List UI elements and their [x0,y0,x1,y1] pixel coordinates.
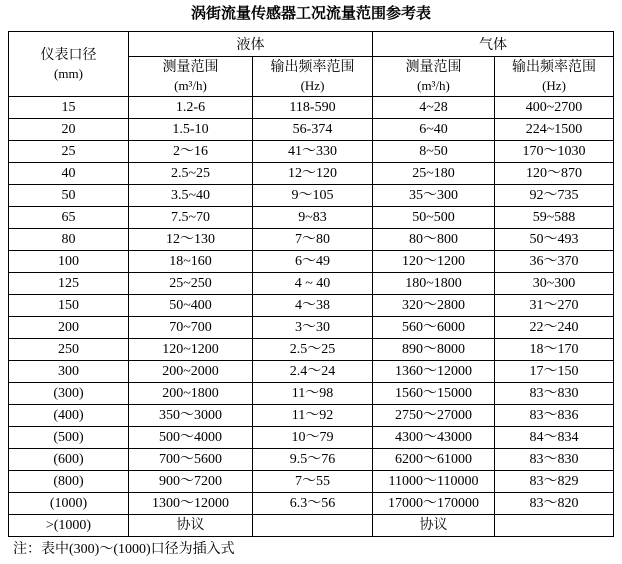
cell-diameter: 40 [9,163,129,185]
cell-diameter: 25 [9,141,129,163]
cell-liquid-range: 350～3000 [129,405,253,427]
cell-gas-freq: 59~588 [495,207,614,229]
header-group-row [9,32,614,57]
cell-gas-freq: 83～830 [495,449,614,471]
header-liquid-measure-unit: (m³/h) [174,78,207,93]
header-diameter [9,32,129,97]
cell-liquid-range: 70~700 [129,317,253,339]
cell-liquid-freq: 3～30 [253,317,373,339]
cell-diameter: 250 [9,339,129,361]
header-liquid-freq-unit: (Hz) [300,78,325,93]
footnote: 注：表中(300)～(1000)口径为插入式 [13,542,235,557]
cell-liquid-range: 200~2000 [129,361,253,383]
cell-gas-freq: 31～270 [495,295,614,317]
cell-liquid-range: 1.2-6 [129,97,253,119]
cell-diameter: 65 [9,207,129,229]
cell-liquid-freq: 12～120 [253,163,373,185]
cell-liquid-freq: 11～92 [253,405,373,427]
cell-gas-range: 560～6000 [373,317,495,339]
cell-liquid-range: 1.5-10 [129,119,253,141]
table-row [9,273,614,295]
cell-liquid-range: 2～16 [129,141,253,163]
cell-gas-freq: 36～370 [495,251,614,273]
cell-liquid-range: 200~1800 [129,383,253,405]
cell-liquid-freq: 7～80 [253,229,373,251]
table-row [9,493,614,515]
cell-diameter: (600) [9,449,129,471]
cell-gas-freq: 30~300 [495,273,614,295]
cell-liquid-range: 1300～12000 [129,493,253,515]
cell-diameter: 125 [9,273,129,295]
cell-diameter: 150 [9,295,129,317]
header-group-gas: 气体 [373,32,614,57]
cell-gas-freq: 224~1500 [495,119,614,141]
cell-liquid-freq: 41～330 [253,141,373,163]
cell-liquid-range: 12～130 [129,229,253,251]
table-row [9,163,614,185]
cell-diameter: 80 [9,229,129,251]
cell-gas-freq: 22～240 [495,317,614,339]
cell-gas-range: 8~50 [373,141,495,163]
cell-gas-range: 50~500 [373,207,495,229]
cell-liquid-range: 3.5~40 [129,185,253,207]
table-row [9,185,614,207]
cell-gas-freq: 83～829 [495,471,614,493]
cell-gas-range: 890～8000 [373,339,495,361]
header-gas-measure-unit: (m³/h) [417,78,450,93]
table-row [9,97,614,119]
flow-range-table [8,31,614,537]
cell-diameter: (300) [9,383,129,405]
table-row [9,361,614,383]
header-liquid-measure [129,57,253,97]
table-row [9,229,614,251]
cell-gas-range: 120～1200 [373,251,495,273]
cell-gas-range: 17000～170000 [373,493,495,515]
table-row [9,119,614,141]
cell-liquid-freq: 9~83 [253,207,373,229]
cell-diameter: (500) [9,427,129,449]
cell-gas-range: 4~28 [373,97,495,119]
cell-liquid-range: 500～4000 [129,427,253,449]
cell-gas-freq: 170～1030 [495,141,614,163]
header-liquid-measure-label: 测量范围 [162,60,219,75]
cell-liquid-freq: 6～49 [253,251,373,273]
cell-diameter: 15 [9,97,129,119]
cell-diameter: (400) [9,405,129,427]
cell-gas-freq: 17～150 [495,361,614,383]
header-gas-measure [373,57,495,97]
cell-gas-range: 35～300 [373,185,495,207]
cell-liquid-freq [253,515,373,537]
cell-liquid-range: 120~1200 [129,339,253,361]
cell-liquid-freq: 4 ~ 40 [253,273,373,295]
table-row [9,317,614,339]
cell-gas-freq: 92～735 [495,185,614,207]
header-diameter-unit: (mm) [54,65,83,81]
cell-diameter: >(1000) [9,515,129,537]
cell-gas-range: 2750～27000 [373,405,495,427]
cell-gas-freq: 83～820 [495,493,614,515]
cell-liquid-freq: 56-374 [253,119,373,141]
header-gas-freq-label: 输出频率范围 [512,60,596,75]
cell-diameter: 50 [9,185,129,207]
cell-gas-range: 4300～43000 [373,427,495,449]
cell-gas-freq: 50～493 [495,229,614,251]
table-row [9,449,614,471]
cell-gas-range: 180~1800 [373,273,495,295]
page-title: 涡街流量传感器工况流量范围参考表 [190,6,431,22]
table-row [9,339,614,361]
cell-liquid-freq: 6.3～56 [253,493,373,515]
cell-gas-range: 协议 [373,515,495,537]
cell-liquid-range: 700～5600 [129,449,253,471]
table-row [9,471,614,493]
table-body [9,97,614,537]
table-row [9,141,614,163]
cell-liquid-freq: 9.5～76 [253,449,373,471]
header-gas-measure-label: 测量范围 [405,60,462,75]
cell-gas-freq: 400~2700 [495,97,614,119]
cell-liquid-freq: 2.5～25 [253,339,373,361]
cell-liquid-freq: 4～38 [253,295,373,317]
cell-gas-range: 1560～15000 [373,383,495,405]
header-liquid-freq-label: 输出频率范围 [270,60,355,75]
cell-liquid-range: 18~160 [129,251,253,273]
cell-diameter: 20 [9,119,129,141]
cell-liquid-freq: 9～105 [253,185,373,207]
cell-gas-range: 6200～61000 [373,449,495,471]
header-diameter-label: 仪表口径 [40,47,97,63]
cell-liquid-freq: 11～98 [253,383,373,405]
table-row [9,295,614,317]
table-row [9,427,614,449]
cell-liquid-freq: 10～79 [253,427,373,449]
cell-liquid-range: 50~400 [129,295,253,317]
cell-gas-freq: 83～830 [495,383,614,405]
cell-liquid-range: 协议 [129,515,253,537]
header-gas-freq-unit: (Hz) [542,78,566,93]
table-row [9,515,614,537]
cell-diameter: (800) [9,471,129,493]
cell-diameter: 200 [9,317,129,339]
cell-gas-range: 320～2800 [373,295,495,317]
header-liquid-freq [253,57,373,97]
cell-gas-range: 11000～110000 [373,471,495,493]
cell-gas-range: 1360～12000 [373,361,495,383]
table-row [9,383,614,405]
table-row [9,207,614,229]
cell-liquid-range: 7.5~70 [129,207,253,229]
header-group-liquid: 液体 [129,32,373,57]
cell-liquid-range: 25~250 [129,273,253,295]
cell-liquid-freq: 2.4～24 [253,361,373,383]
cell-diameter: 100 [9,251,129,273]
cell-liquid-freq: 118-590 [253,97,373,119]
table-row [9,251,614,273]
cell-gas-range: 6~40 [373,119,495,141]
cell-gas-freq [495,515,614,537]
header-gas-freq [495,57,614,97]
cell-liquid-range: 900～7200 [129,471,253,493]
cell-diameter: (1000) [9,493,129,515]
table-row [9,405,614,427]
cell-gas-range: 80～800 [373,229,495,251]
cell-liquid-freq: 7～55 [253,471,373,493]
cell-gas-range: 25~180 [373,163,495,185]
cell-gas-freq: 84～834 [495,427,614,449]
cell-gas-freq: 18～170 [495,339,614,361]
cell-liquid-range: 2.5~25 [129,163,253,185]
cell-diameter: 300 [9,361,129,383]
cell-gas-freq: 120～870 [495,163,614,185]
cell-gas-freq: 83～836 [495,405,614,427]
